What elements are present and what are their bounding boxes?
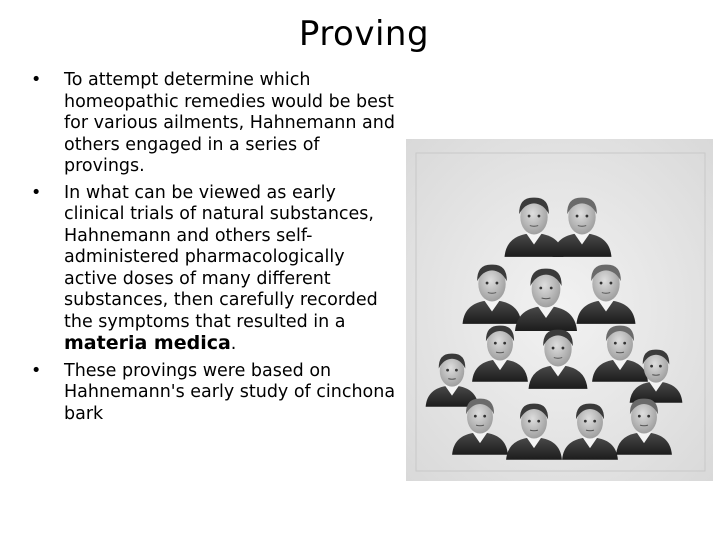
bust-eye bbox=[496, 282, 499, 285]
bust-eye bbox=[446, 369, 449, 372]
bust-eye bbox=[539, 287, 542, 290]
bust-eye bbox=[474, 415, 477, 418]
materia-medica-emphasis: materia medica bbox=[64, 332, 231, 354]
bust-eye bbox=[576, 215, 579, 218]
bust-eye bbox=[537, 420, 540, 423]
bust-eye bbox=[503, 342, 506, 345]
bust-eye bbox=[528, 215, 531, 218]
bullet-text-1: To attempt determine which homeopathic remedies would be best for various ailments, Hahnemann and others engaged in a series of provings. bbox=[64, 70, 395, 176]
bust-eye bbox=[486, 282, 489, 285]
bust-eye bbox=[659, 365, 662, 368]
bullet-list bbox=[28, 70, 398, 430]
bust-eye bbox=[494, 342, 497, 345]
bullet-item-2 bbox=[28, 183, 398, 356]
bullet-text-2: In what can be viewed as early clinical trials of natural substances, Hahnemann and others self- administered pharmacologically active doses of many different substances, then carefully recorded the symptoms that resulted in a bbox=[64, 182, 378, 332]
bust-eye bbox=[586, 215, 589, 218]
bullet-text-3: These provings were based on Hahnemann's early study of cinchona bark bbox=[64, 360, 396, 424]
bust-eye bbox=[538, 215, 541, 218]
bust-eye bbox=[610, 282, 613, 285]
slide-title: Proving bbox=[298, 14, 430, 54]
portrait-group-engraving-icon bbox=[406, 139, 713, 481]
bust-eye bbox=[552, 347, 555, 350]
bullet-dot-icon: • bbox=[31, 360, 42, 381]
bust-eye bbox=[614, 342, 617, 345]
bullet-item-1 bbox=[28, 70, 398, 178]
bullet-text-2-end: . bbox=[230, 334, 237, 354]
bust-eye bbox=[623, 342, 626, 345]
portrait-engraving-image bbox=[406, 139, 713, 481]
bust-eye bbox=[638, 415, 641, 418]
bullet-item-3 bbox=[28, 361, 398, 426]
bust-eye bbox=[650, 365, 653, 368]
bust-eye bbox=[562, 347, 565, 350]
bust-eye bbox=[600, 282, 603, 285]
bust-eye bbox=[528, 420, 531, 423]
bust-eye bbox=[483, 415, 486, 418]
bust-eye bbox=[455, 369, 458, 372]
bust-eye bbox=[593, 420, 596, 423]
bust-eye bbox=[584, 420, 587, 423]
bullet-dot-icon: • bbox=[31, 70, 42, 90]
bullet-dot-icon: • bbox=[31, 182, 42, 203]
bust-eye bbox=[647, 415, 650, 418]
bust-eye bbox=[550, 287, 553, 290]
